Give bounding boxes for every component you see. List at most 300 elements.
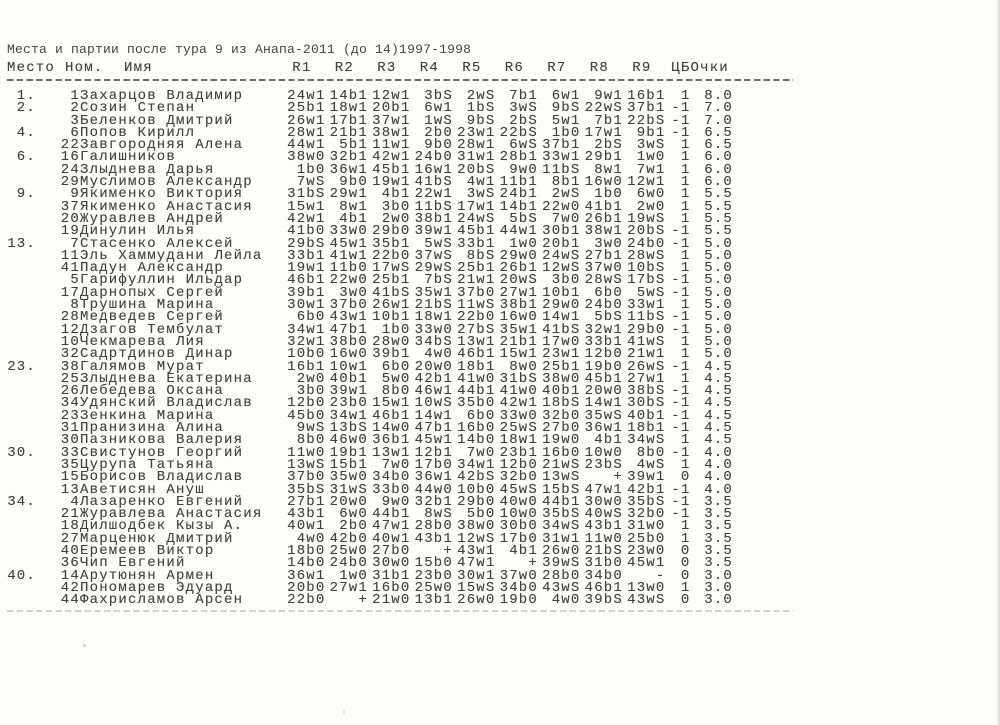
result-cell-r3: 5w0 — [381, 370, 411, 387]
result-cell-r5: 45b1 — [457, 223, 496, 240]
place-cell: 30. — [7, 444, 36, 461]
result-cell-r9: 26wS — [627, 358, 666, 375]
player-number-cell: 4 — [70, 493, 80, 510]
result-cell-r6: 4b1 — [509, 542, 538, 559]
result-cell-r9: 25b0 — [627, 530, 666, 547]
result-cell-r1: 3b0 — [296, 383, 326, 400]
result-cell-r9: 16b1 — [627, 88, 666, 104]
place-cell: 23. — [7, 358, 36, 375]
result-cell-r8: 40wS — [584, 506, 623, 523]
result-cell-r8: 17w1 — [584, 124, 623, 141]
points-cell: 5.0 — [704, 272, 733, 289]
result-cell-r8: 14w1 — [584, 395, 623, 412]
result-cell-r7: 31w1 — [542, 530, 581, 547]
result-cell-r7: 34wS — [542, 518, 581, 535]
result-cell-r2: 10w1 — [329, 358, 368, 375]
buchholz-cell: 0 — [680, 469, 691, 486]
result-cell-r9: 19wS — [627, 210, 666, 227]
points-cell: 3.5 — [704, 555, 733, 572]
result-cell-r1: 22b0 — [287, 592, 326, 609]
result-cell-r5: 43w1 — [457, 542, 496, 559]
result-cell-r1: 46b1 — [287, 272, 326, 289]
result-cell-r8: 4b1 — [594, 432, 623, 449]
result-cell-r5: 1bS — [466, 100, 496, 117]
result-cell-r2: 29w1 — [329, 186, 368, 203]
player-name-cell: Журавлев Андрей — [80, 210, 225, 227]
player-number-cell: 2 — [70, 100, 80, 117]
result-cell-r4: 14w1 — [414, 407, 453, 424]
result-cell-r8: 39bS — [584, 592, 623, 609]
result-cell-r2: 42b0 — [329, 530, 368, 547]
player-number-cell: 10 — [60, 333, 80, 350]
result-cell-r3: 47w1 — [372, 518, 411, 535]
result-cell-r6: 33w0 — [499, 407, 538, 424]
result-cell-r3: 8b0 — [381, 383, 411, 400]
points-cell: 3.0 — [704, 579, 733, 596]
result-cell-r5: 42bS — [457, 469, 496, 486]
result-cell-r4: 37wS — [414, 247, 453, 264]
result-cell-r6: 6wS — [509, 137, 538, 154]
place-cell — [7, 397, 36, 409]
result-cell-r5: 18b1 — [457, 358, 496, 375]
result-cell-r2: 36w1 — [329, 161, 368, 178]
result-cell-r4: + — [443, 542, 453, 559]
result-cell-r3: 40w1 — [372, 530, 411, 547]
result-cell-r2: 13bS — [329, 420, 368, 437]
result-cell-r3: 4b1 — [381, 186, 411, 203]
player-name-cell: Созин Степан — [80, 100, 196, 117]
player-number-cell: 30 — [60, 432, 80, 449]
result-cell-r2: 38b0 — [329, 333, 368, 350]
result-cell-r3: 28w0 — [372, 333, 411, 350]
buchholz-cell: 1 — [680, 518, 691, 535]
result-cell-r1: 20b0 — [287, 579, 326, 596]
buchholz-cell: 0 — [680, 555, 691, 572]
result-cell-r6: 2bS — [509, 112, 538, 129]
buchholz-cell: 1 — [680, 161, 691, 178]
result-cell-r3: 22b0 — [372, 247, 411, 264]
result-cell-r9: 33w1 — [627, 297, 666, 314]
player-number-cell: 41 — [60, 260, 80, 277]
result-cell-r1: 1b0 — [296, 161, 326, 178]
result-cell-r7: 21wS — [542, 456, 581, 473]
column-header-r3: R3 — [377, 59, 397, 76]
result-cell-r5: 20bS — [457, 161, 496, 178]
result-cell-r2: 9b0 — [339, 174, 368, 191]
result-cell-r5: 24wS — [457, 210, 496, 227]
buchholz-cell: 1 — [680, 174, 691, 191]
result-cell-r1: 38w0 — [287, 149, 326, 166]
player-number-cell: 6 — [70, 124, 80, 141]
buchholz-cell: 1 — [680, 210, 691, 227]
result-cell-r5: 35b0 — [457, 395, 496, 412]
result-cell-r6: 42w1 — [499, 395, 538, 412]
result-cell-r1: 13wS — [287, 456, 326, 473]
result-cell-r4: 29wS — [414, 260, 453, 277]
result-cell-r8: 10w0 — [584, 444, 623, 461]
result-cell-r4: 17b0 — [414, 456, 453, 473]
result-cell-r1: 44w1 — [287, 137, 326, 154]
result-cell-r7: 40b1 — [542, 383, 581, 400]
player-name-cell: Фахрисламов Арсен — [80, 592, 244, 609]
result-cell-r6: 9w0 — [509, 161, 538, 178]
player-number-cell: 29 — [60, 174, 80, 191]
result-cell-r2: 8w1 — [339, 198, 368, 215]
result-cell-r4: 44w0 — [414, 481, 453, 498]
points-cell: 5.0 — [704, 284, 733, 301]
result-cell-r2: 6w0 — [339, 506, 368, 523]
points-cell: 4.5 — [704, 420, 733, 437]
result-cell-r7: 3b0 — [551, 272, 581, 289]
result-cell-r9: 37b1 — [627, 100, 666, 117]
buchholz-cell: 1 — [680, 432, 691, 449]
result-cell-r5: 33b1 — [457, 235, 496, 252]
result-cell-r8: 46b1 — [584, 579, 623, 596]
buchholz-cell: -1 — [671, 100, 691, 117]
buchholz-cell: -1 — [671, 223, 691, 240]
player-number-cell: 40 — [60, 542, 80, 559]
column-header-points: Очки — [690, 59, 729, 76]
result-cell-r8: + — [613, 469, 623, 486]
buchholz-cell: 1 — [680, 247, 691, 264]
result-cell-r5: 38w0 — [457, 518, 496, 535]
result-cell-r3: 14w0 — [372, 420, 411, 437]
result-cell-r5: 11wS — [457, 297, 496, 314]
result-cell-r5: 23w1 — [457, 124, 496, 141]
result-cell-r8: 32w1 — [584, 321, 623, 338]
result-cell-r3: 33b0 — [372, 481, 411, 498]
buchholz-cell: 1 — [680, 456, 691, 473]
result-cell-r6: 31bS — [499, 370, 538, 387]
result-cell-r6: 15w1 — [499, 346, 538, 363]
points-cell: 3.5 — [704, 530, 733, 547]
player-number-cell: 1 — [70, 88, 80, 104]
result-cell-r1: 18b0 — [287, 542, 326, 559]
result-cell-r3: 9w0 — [381, 493, 411, 510]
result-cell-r9: 22bS — [627, 112, 666, 129]
result-cell-r8: 11w0 — [584, 530, 623, 547]
result-cell-r8: 31b0 — [584, 555, 623, 572]
result-cell-r9: 29b0 — [627, 321, 666, 338]
points-cell: 4.5 — [704, 407, 733, 424]
result-cell-r6: 38b1 — [499, 297, 538, 314]
result-cell-r3: 41bS — [372, 284, 411, 301]
result-cell-r5: 34w1 — [457, 456, 496, 473]
result-cell-r9: 21w1 — [627, 346, 666, 363]
column-header-place: Место — [7, 59, 56, 76]
result-cell-r7: 17w0 — [542, 333, 581, 350]
result-cell-r4: 22w1 — [414, 186, 453, 203]
result-cell-r2: 39w1 — [329, 383, 368, 400]
player-number-cell: 9 — [70, 186, 80, 203]
dashed-divider-faint — [7, 610, 793, 612]
result-cell-r6: 14b1 — [499, 198, 538, 215]
result-cell-r8: 2bS — [594, 137, 623, 154]
player-name-cell: Чекмарева Лия — [80, 333, 205, 350]
buchholz-cell: 1 — [680, 149, 691, 166]
result-cell-r4: 33w0 — [414, 321, 453, 338]
result-cell-r9: 38bS — [627, 383, 666, 400]
result-cell-r6: 7b1 — [509, 88, 538, 104]
result-cell-r5: 5b0 — [466, 506, 496, 523]
player-number-cell: 38 — [60, 358, 80, 375]
result-cell-r1: 28w1 — [287, 124, 326, 141]
result-cell-r7: 28b0 — [542, 567, 581, 584]
crosstable — [7, 56, 733, 618]
result-cell-r6: 24b1 — [499, 186, 538, 203]
place-cell: 1. — [16, 88, 36, 104]
result-cell-r9: 12w1 — [627, 174, 666, 191]
result-cell-r9: 40b1 — [627, 407, 666, 424]
result-cell-r9: 45w1 — [627, 555, 666, 572]
result-cell-r4: 18w1 — [414, 309, 453, 326]
result-cell-r2: 33w0 — [329, 223, 368, 240]
player-name-cell: Журавлева Анастасия — [80, 506, 263, 523]
points-cell: 6.5 — [704, 137, 733, 154]
result-cell-r3: 36b1 — [372, 432, 411, 449]
result-cell-r8: 16w0 — [584, 174, 623, 191]
result-cell-r8: 28wS — [584, 272, 623, 289]
result-cell-r5: 28w1 — [457, 137, 496, 154]
result-cell-r7: 5w1 — [551, 112, 581, 129]
points-cell: 5.0 — [704, 333, 733, 350]
result-cell-r6: 34b0 — [499, 579, 538, 596]
result-cell-r6: 27w1 — [499, 284, 538, 301]
place-cell — [7, 520, 36, 532]
result-cell-r2: 20w0 — [329, 493, 368, 510]
player-name-cell: Муслимов Александр — [80, 174, 253, 191]
result-cell-r4: 2b0 — [424, 124, 453, 141]
result-cell-r6: 25wS — [499, 420, 538, 437]
buchholz-cell: -1 — [671, 420, 691, 437]
player-number-cell: 36 — [60, 555, 80, 572]
buchholz-cell: -1 — [671, 407, 691, 424]
result-cell-r1: 7wS — [296, 174, 326, 191]
result-cell-r1: 27b1 — [287, 493, 326, 510]
result-cell-r6: + — [528, 555, 538, 572]
result-cell-r9: 32b0 — [627, 506, 666, 523]
result-cell-r5: 10b0 — [457, 481, 496, 498]
result-cell-r4: 12b1 — [414, 444, 453, 461]
result-cell-r2: 22w0 — [329, 272, 368, 289]
result-cell-r8: 47w1 — [584, 481, 623, 498]
place-cell — [7, 213, 36, 225]
result-cell-r4: 20w0 — [414, 358, 453, 375]
buchholz-cell: -1 — [671, 481, 691, 498]
result-cell-r2: 2b0 — [339, 518, 368, 535]
result-cell-r3: 12w1 — [372, 88, 411, 104]
points-cell: 4.5 — [704, 370, 733, 387]
result-cell-r3: 38w1 — [372, 124, 411, 141]
result-cell-r1: 34w1 — [287, 321, 326, 338]
points-cell: 3.5 — [704, 506, 733, 523]
result-cell-r3: 21w0 — [372, 592, 411, 609]
result-cell-r6: 41w0 — [499, 383, 538, 400]
result-cell-r4: 23b0 — [414, 567, 453, 584]
result-cell-r1: 4w0 — [296, 530, 326, 547]
result-cell-r7: 16b0 — [542, 444, 581, 461]
result-cell-r3: 17wS — [372, 260, 411, 277]
player-number-cell: 32 — [60, 346, 80, 363]
result-cell-r9: 5wS — [636, 284, 666, 301]
player-number-cell: 7 — [70, 235, 80, 252]
column-header-buchholz: ЦБ — [671, 59, 691, 76]
result-cell-r6: 44w1 — [499, 223, 538, 240]
result-cell-r3: 7w0 — [381, 456, 411, 473]
result-cell-r5: 15wS — [457, 579, 496, 596]
result-cell-r9: 20bS — [627, 223, 666, 240]
result-cell-r2: 1w0 — [339, 567, 368, 584]
points-cell: 5.0 — [704, 247, 733, 264]
place-cell — [7, 508, 36, 520]
points-cell: 6.0 — [704, 149, 733, 166]
result-cell-r5: 37b0 — [457, 284, 496, 301]
buchholz-cell: -1 — [671, 284, 691, 301]
result-cell-r5: 14b0 — [457, 432, 496, 449]
result-cell-r4: 15b0 — [414, 555, 453, 572]
result-cell-r6: 16w0 — [499, 309, 538, 326]
dashed-divider — [7, 79, 793, 81]
result-cell-r2: 35w0 — [329, 469, 368, 486]
column-header-r1: R1 — [292, 59, 312, 76]
result-cell-r2: 14b1 — [329, 88, 368, 104]
player-number-cell: 23 — [60, 407, 80, 424]
result-cell-r2: 3w0 — [339, 284, 368, 301]
result-cell-r5: 46b1 — [457, 346, 496, 363]
result-cell-r4: 9b0 — [424, 137, 453, 154]
buchholz-cell: -1 — [671, 444, 691, 461]
result-cell-r8: 34b0 — [584, 567, 623, 584]
player-number-cell: 42 — [60, 579, 80, 596]
result-cell-r8: 27b1 — [584, 247, 623, 264]
buchholz-cell: 1 — [680, 333, 691, 350]
place-cell — [7, 582, 36, 594]
result-cell-r5: 13w1 — [457, 333, 496, 350]
player-name-cell: Падун Александр — [80, 260, 225, 277]
result-cell-r1: 19w1 — [287, 260, 326, 277]
result-cell-r8: 9w1 — [594, 88, 623, 104]
player-name-cell: Лебедева Оксана — [80, 383, 225, 400]
result-cell-r7: 35bS — [542, 506, 581, 523]
result-cell-r7: 15bS — [542, 481, 581, 498]
result-cell-r9: 7w1 — [636, 161, 666, 178]
result-cell-r7: 6w1 — [551, 88, 581, 104]
points-cell: 4.5 — [704, 383, 733, 400]
place-cell — [7, 274, 36, 286]
result-cell-r2: 18w1 — [329, 100, 368, 117]
player-number-cell: 12 — [60, 321, 80, 338]
result-cell-r4: 4w0 — [424, 346, 453, 363]
result-cell-r6: 17b0 — [499, 530, 538, 547]
points-cell: 4.0 — [704, 444, 733, 461]
result-cell-r6: 29w0 — [499, 247, 538, 264]
result-cell-r9: 31w0 — [627, 518, 666, 535]
buchholz-cell: -1 — [671, 321, 691, 338]
result-cell-r7: 20b1 — [542, 235, 581, 252]
player-number-cell: 37 — [60, 198, 80, 215]
points-cell: 8.0 — [704, 88, 733, 104]
player-name-cell: Пазникова Валерия — [80, 432, 244, 449]
player-name-cell: Свистунов Георгий — [80, 444, 244, 461]
player-name-cell: Эль Хаммудани Лейла — [80, 247, 263, 264]
points-cell: 3.0 — [704, 592, 733, 609]
result-cell-r5: 29b0 — [457, 493, 496, 510]
bottom-divider-row — [7, 606, 733, 618]
result-cell-r4: 13b1 — [414, 592, 453, 609]
result-cell-r4: 10wS — [414, 395, 453, 412]
result-cell-r5: 12wS — [457, 530, 496, 547]
result-cell-r8: 30w0 — [584, 493, 623, 510]
result-cell-r9: 24b0 — [627, 235, 666, 252]
player-number-cell: 8 — [70, 297, 80, 314]
place-cell — [7, 385, 36, 397]
result-cell-r8: 29b1 — [584, 149, 623, 166]
result-cell-r1: 14b0 — [287, 555, 326, 572]
result-cell-r4: 35w1 — [414, 284, 453, 301]
points-cell: 3.5 — [704, 542, 733, 559]
result-cell-r8: 36w1 — [584, 420, 623, 437]
result-cell-r3: 45b1 — [372, 161, 411, 178]
buchholz-cell: 1 — [680, 370, 691, 387]
result-cell-r9: 10bS — [627, 260, 666, 277]
result-cell-r1: 9wS — [296, 420, 326, 437]
place-cell — [7, 410, 36, 422]
result-cell-r6: 23b1 — [499, 444, 538, 461]
column-header-r8: R8 — [589, 59, 609, 76]
buchholz-cell: 1 — [680, 198, 691, 215]
result-cell-r5: 26w0 — [457, 592, 496, 609]
result-cell-r8: 43b1 — [584, 518, 623, 535]
player-name-cell: Зенкина Марина — [80, 407, 215, 424]
player-name-cell: Завгородняя Алена — [80, 137, 244, 154]
result-cell-r2: + — [358, 592, 368, 609]
buchholz-cell: -1 — [671, 506, 691, 523]
place-cell: 9. — [16, 186, 36, 203]
player-number-cell: 26 — [60, 383, 80, 400]
result-cell-r6: 21b1 — [499, 333, 538, 350]
result-cell-r5: 47w1 — [457, 555, 496, 572]
player-number-cell: 27 — [60, 530, 80, 547]
place-cell — [7, 422, 36, 434]
result-cell-r7: 25b1 — [542, 358, 581, 375]
points-cell: 3.5 — [704, 518, 733, 535]
result-cell-r3: 29b0 — [372, 223, 411, 240]
result-cell-r5: 27bS — [457, 321, 496, 338]
buchholz-cell: -1 — [671, 383, 691, 400]
place-cell — [7, 373, 36, 385]
result-cell-r1: 29bS — [287, 235, 326, 252]
buchholz-cell: -1 — [671, 493, 691, 510]
result-cell-r9: 11bS — [627, 309, 666, 326]
player-name-cell: Злыднева Дарья — [80, 161, 215, 178]
buchholz-cell: -1 — [671, 358, 691, 375]
result-cell-r5: 41w0 — [457, 370, 496, 387]
player-name-cell: Попов Кирилл — [80, 124, 196, 141]
result-cell-r8: 35wS — [584, 407, 623, 424]
result-cell-r4: 21bS — [414, 297, 453, 314]
result-cell-r7: 41bS — [542, 321, 581, 338]
buchholz-cell: 1 — [680, 346, 691, 363]
result-cell-r2: 45w1 — [329, 235, 368, 252]
place-cell — [7, 250, 36, 262]
player-name-cell: Еремеев Виктор — [80, 542, 215, 559]
result-cell-r2: 40b1 — [329, 370, 368, 387]
result-cell-r2: 17b1 — [329, 112, 368, 129]
scan-speck — [83, 644, 86, 647]
result-cell-r4: 6w1 — [424, 100, 453, 117]
result-cell-r6: 30b0 — [499, 518, 538, 535]
result-cell-r7: 39wS — [542, 555, 581, 572]
